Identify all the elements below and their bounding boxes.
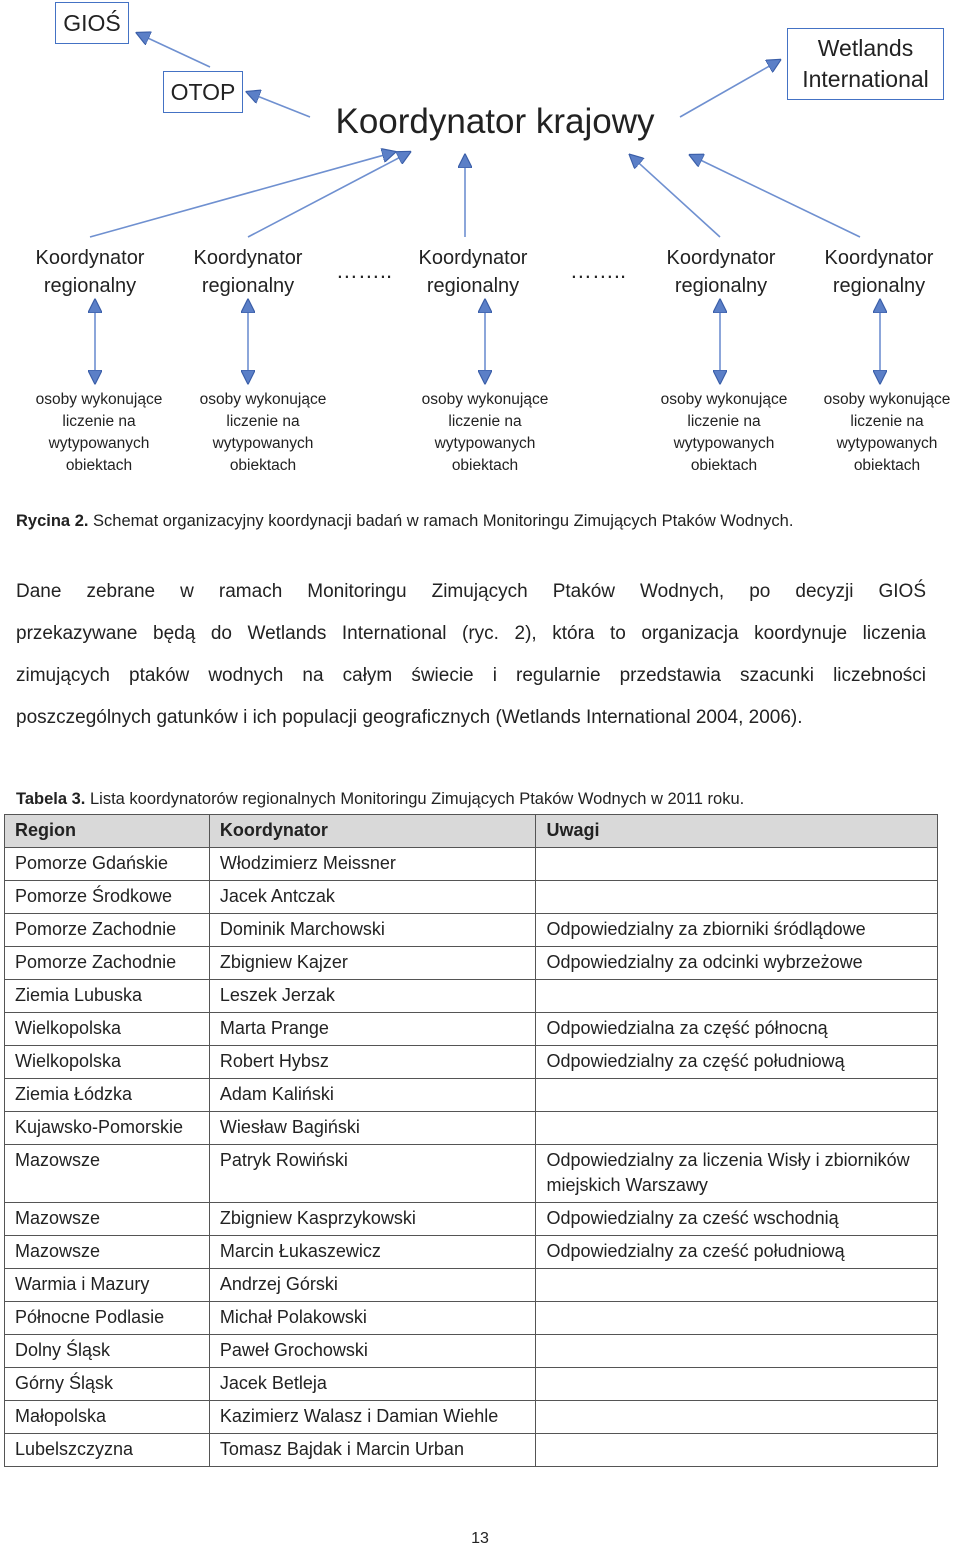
leaf-line3: wytypowanych	[836, 435, 938, 452]
cell-coordinator: Marta Prange	[209, 1013, 536, 1046]
leaf-line3: wytypowanych	[673, 435, 775, 452]
table-row	[5, 1335, 938, 1368]
cell-region: Pomorze Środkowe	[5, 881, 210, 914]
wetlands-line1: Wetlands	[817, 35, 914, 61]
cell-coordinator: Adam Kaliński	[209, 1079, 536, 1112]
page-number: 13	[471, 1530, 489, 1547]
cell-coordinator: Kazimierz Walasz i Damian Wiehle	[209, 1401, 536, 1434]
paragraph-line-2: przekazywane będą do Wetlands International (ryc. 2), która to organizacja koordynuje liczenia	[16, 623, 926, 644]
gios-label: GIOŚ	[63, 9, 121, 36]
regional-line1: Koordynator	[35, 247, 145, 269]
table-row	[5, 1302, 938, 1335]
gios-box	[55, 2, 129, 44]
national-coordinator-label: Koordynator krajowy	[335, 102, 655, 141]
cell-coordinator: Zbigniew Kasprzykowski	[209, 1203, 536, 1236]
leaf-line4: obiektach	[65, 457, 133, 474]
table-row	[5, 980, 938, 1013]
ellipsis-text: ……..	[569, 258, 627, 283]
cell-coordinator: Tomasz Bajdak i Marcin Urban	[209, 1434, 536, 1467]
cell-notes	[536, 1368, 938, 1401]
ellipsis-1	[334, 258, 394, 284]
cell-notes: Odpowiedzialny za liczenia Wisły i zbiorników miejskich Warszawy	[536, 1145, 938, 1203]
table-row	[5, 1401, 938, 1434]
paragraph-line-3: zimujących ptaków wodnych na całym świecie i regularnie przedstawia szacunki liczebności	[16, 665, 926, 686]
arrow-reg2-national	[248, 152, 410, 237]
cell-coordinator: Leszek Jerzak	[209, 980, 536, 1013]
table-caption-text: Lista koordynatorów regionalnych Monitoringu Zimujących Ptaków Wodnych w 2011 roku.	[85, 790, 745, 808]
table-row	[5, 914, 938, 947]
table-row	[5, 1112, 938, 1145]
regional-line2: regionalny	[201, 275, 295, 297]
leaf-line1: osoby wykonujące	[823, 391, 951, 408]
cell-region: Mazowsze	[5, 1145, 210, 1203]
leaf-line2: liczenie na	[62, 413, 136, 430]
cell-notes	[536, 1269, 938, 1302]
cell-region: Pomorze Gdańskie	[5, 848, 210, 881]
cell-region: Mazowsze	[5, 1203, 210, 1236]
cell-notes	[536, 1335, 938, 1368]
wetlands-line2: International	[802, 66, 929, 92]
regional-line2: regionalny	[426, 275, 520, 297]
cell-region: Pomorze Zachodnie	[5, 914, 210, 947]
cell-notes: Odpowiedzialna za część północną	[536, 1013, 938, 1046]
paragraph-line-4: poszczególnych gatunków i ich populacji geograficznych (Wetlands International 2004, 2006).	[16, 707, 803, 728]
regional-line1: Koordynator	[418, 247, 528, 269]
arrow-to-wetlands	[680, 60, 780, 117]
table-header-row	[5, 815, 938, 848]
arrow-reg4-national	[630, 155, 720, 237]
cell-coordinator: Patryk Rowiński	[209, 1145, 536, 1203]
table-row	[5, 1079, 938, 1112]
cell-notes: Odpowiedzialny za zbiorniki śródlądowe	[536, 914, 938, 947]
arrow-reg5-national	[690, 155, 860, 237]
regional-coordinator-1	[20, 244, 160, 300]
cell-coordinator: Robert Hybsz	[209, 1046, 536, 1079]
leaf-line2: liczenie na	[687, 413, 761, 430]
cell-notes	[536, 1434, 938, 1467]
figure-caption-label: Rycina 2.	[16, 512, 89, 530]
cell-notes	[536, 881, 938, 914]
cell-region: Kujawsko-Pomorskie	[5, 1112, 210, 1145]
cell-coordinator: Andrzej Górski	[209, 1269, 536, 1302]
leaf-line1: osoby wykonujące	[421, 391, 549, 408]
leaf-line3: wytypowanych	[48, 435, 150, 452]
counters-5	[812, 389, 960, 477]
counters-2	[188, 389, 338, 477]
leaf-line1: osoby wykonujące	[199, 391, 327, 408]
table-row	[5, 1145, 938, 1203]
cell-region: Górny Śląsk	[5, 1368, 210, 1401]
ellipsis-text: ……..	[335, 258, 393, 283]
leaf-line1: osoby wykonujące	[660, 391, 788, 408]
cell-region: Ziemia Lubuska	[5, 980, 210, 1013]
cell-notes: Odpowiedzialny za cześć wschodnią	[536, 1203, 938, 1236]
cell-region: Mazowsze	[5, 1236, 210, 1269]
leaf-line3: wytypowanych	[434, 435, 536, 452]
table-row	[5, 947, 938, 980]
cell-region: Północne Podlasie	[5, 1302, 210, 1335]
leaf-line4: obiektach	[853, 457, 921, 474]
leaf-line4: obiektach	[451, 457, 519, 474]
cell-coordinator: Michał Polakowski	[209, 1302, 536, 1335]
ellipsis-2	[568, 258, 628, 284]
counters-4	[649, 389, 799, 477]
paragraph-line-1: Dane zebrane w ramach Monitoringu Zimujących Ptaków Wodnych, po decyzji GIOŚ	[16, 581, 926, 602]
cell-coordinator: Jacek Antczak	[209, 881, 536, 914]
national-coordinator	[300, 102, 690, 142]
header-coordinator: Koordynator	[209, 815, 536, 848]
cell-region: Wielkopolska	[5, 1046, 210, 1079]
otop-box	[163, 71, 243, 113]
leaf-line1: osoby wykonujące	[35, 391, 163, 408]
cell-notes	[536, 980, 938, 1013]
regional-line2: regionalny	[674, 275, 768, 297]
regional-coordinator-5	[809, 244, 949, 300]
regional-coordinator-2	[178, 244, 318, 300]
table-row	[5, 1046, 938, 1079]
figure-caption-text: Schemat organizacyjny koordynacji badań w ramach Monitoringu Zimujących Ptaków Wodnych.	[88, 512, 794, 530]
cell-coordinator: Włodzimierz Meissner	[209, 848, 536, 881]
body-paragraph	[16, 571, 926, 739]
regional-line1: Koordynator	[666, 247, 776, 269]
table-row	[5, 1368, 938, 1401]
cell-notes	[536, 1079, 938, 1112]
cell-coordinator: Jacek Betleja	[209, 1368, 536, 1401]
table-caption-label: Tabela 3.	[16, 790, 86, 808]
table-row	[5, 1269, 938, 1302]
table-caption	[16, 790, 744, 809]
cell-region: Małopolska	[5, 1401, 210, 1434]
cell-notes	[536, 848, 938, 881]
leaf-line4: obiektach	[690, 457, 758, 474]
cell-notes	[536, 1302, 938, 1335]
cell-coordinator: Marcin Łukaszewicz	[209, 1236, 536, 1269]
regional-line1: Koordynator	[193, 247, 303, 269]
header-notes: Uwagi	[536, 815, 938, 848]
table-row	[5, 1203, 938, 1236]
cell-notes: Odpowiedzialny za cześć południową	[536, 1236, 938, 1269]
cell-coordinator: Dominik Marchowski	[209, 914, 536, 947]
coordinators-table	[4, 814, 938, 1467]
regional-coordinator-3	[403, 244, 543, 300]
regional-line1: Koordynator	[824, 247, 934, 269]
cell-coordinator: Zbigniew Kajzer	[209, 947, 536, 980]
wetlands-box	[787, 28, 944, 100]
counters-3	[410, 389, 560, 477]
regional-line2: regionalny	[43, 275, 137, 297]
cell-region: Warmia i Mazury	[5, 1269, 210, 1302]
leaf-line3: wytypowanych	[212, 435, 314, 452]
otop-label: OTOP	[170, 78, 236, 105]
cell-notes: Odpowiedzialny za część południową	[536, 1046, 938, 1079]
cell-notes	[536, 1112, 938, 1145]
cell-region: Pomorze Zachodnie	[5, 947, 210, 980]
cell-coordinator: Wiesław Bagiński	[209, 1112, 536, 1145]
leaf-line4: obiektach	[229, 457, 297, 474]
table-row	[5, 1013, 938, 1046]
table-row	[5, 881, 938, 914]
table-row	[5, 1434, 938, 1467]
arrow-to-gios	[137, 33, 210, 67]
header-region: Region	[5, 815, 210, 848]
regional-line2: regionalny	[832, 275, 926, 297]
cell-notes	[536, 1401, 938, 1434]
cell-region: Ziemia Łódzka	[5, 1079, 210, 1112]
cell-region: Wielkopolska	[5, 1013, 210, 1046]
regional-coordinator-4	[651, 244, 791, 300]
leaf-line2: liczenie na	[226, 413, 300, 430]
counters-1	[24, 389, 174, 477]
table-row	[5, 1236, 938, 1269]
leaf-line2: liczenie na	[850, 413, 924, 430]
cell-region: Lubelszczyzna	[5, 1434, 210, 1467]
arrow-reg1-national	[90, 152, 395, 237]
cell-coordinator: Paweł Grochowski	[209, 1335, 536, 1368]
table-row	[5, 848, 938, 881]
cell-region: Dolny Śląsk	[5, 1335, 210, 1368]
cell-notes: Odpowiedzialny za odcinki wybrzeżowe	[536, 947, 938, 980]
leaf-line2: liczenie na	[448, 413, 522, 430]
figure-caption	[16, 512, 793, 531]
